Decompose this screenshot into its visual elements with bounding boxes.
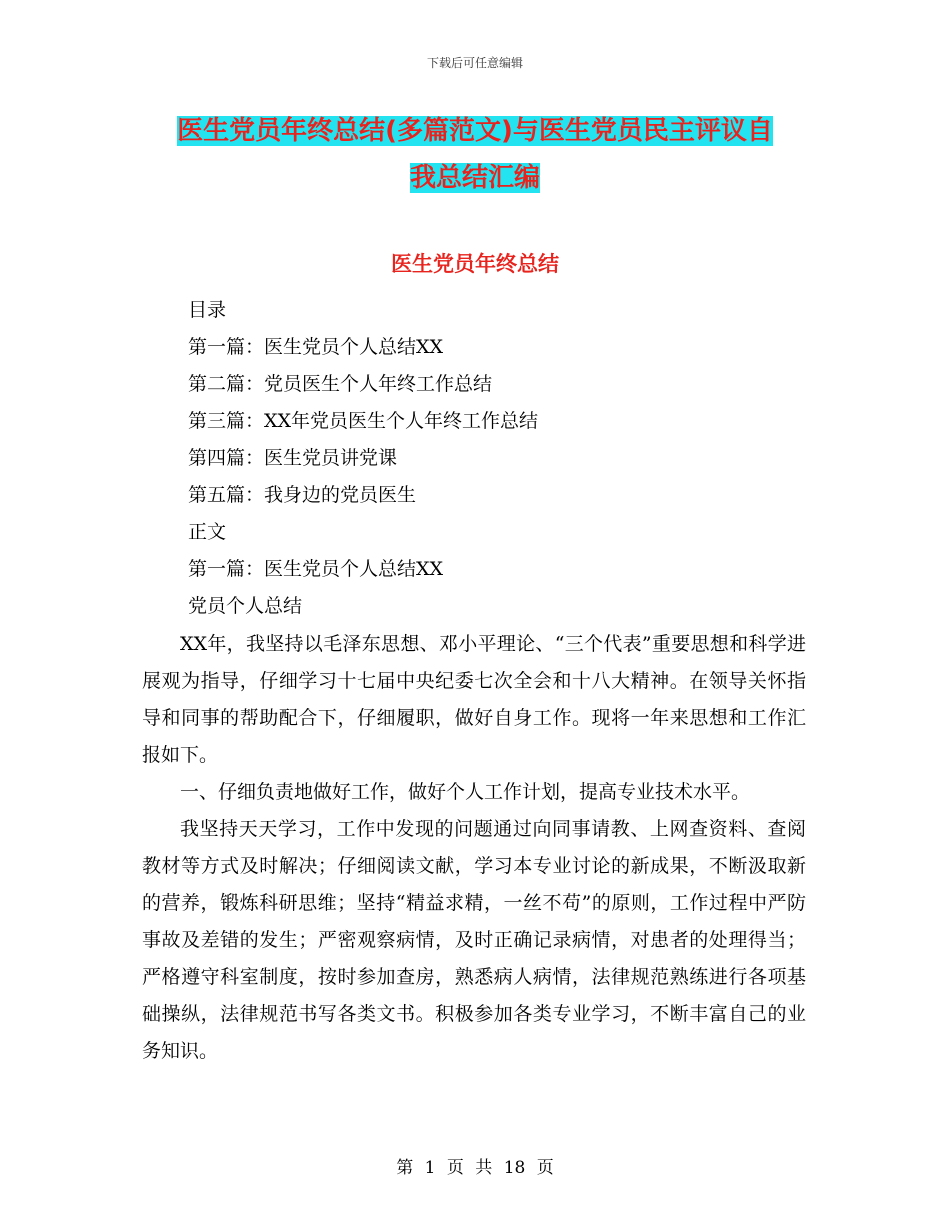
body-paragraph: 一、仔细负责地做好工作，做好个人工作计划，提高专业技术水平。	[180, 781, 751, 803]
body-paragraph: XX年，我坚持以毛泽东思想、邓小平理论、“三个代表”重要思想和科学进展观为指导，仔细学习十七届中央纪委七次全会和十八大精神。在领导关怀指导和同事的帮助配合下，仔细履职，做好自身工作。现将一年来思想和工作汇报如下。	[142, 633, 806, 766]
table-of-contents	[188, 292, 538, 625]
toc-item: 第四篇：医生党员讲党课	[188, 447, 398, 469]
toc-item: 目录	[188, 299, 227, 321]
document-title-line-2: 我总结汇编	[409, 163, 540, 193]
body-text	[142, 626, 806, 1070]
toc-item: 第二篇：党员医生个人年终工作总结	[188, 373, 493, 395]
page-header-note: 下载后可任意编辑	[426, 56, 523, 70]
toc-item: 正文	[188, 521, 227, 543]
document-title-line-1: 医生党员年终总结(多篇范文)与医生党员民主评议自	[177, 116, 773, 146]
toc-item: 党员个人总结	[188, 595, 303, 617]
section-title: 医生党员年终总结	[391, 252, 559, 276]
toc-item: 第一篇：医生党员个人总结XX	[188, 558, 444, 580]
toc-item: 第三篇：XX年党员医生个人年终工作总结	[188, 410, 539, 432]
document-title	[150, 108, 800, 202]
toc-item: 第五篇：我身边的党员医生	[188, 484, 417, 506]
page-footer: 第 1 页 共 18 页	[396, 1158, 554, 1178]
toc-item: 第一篇：医生党员个人总结XX	[188, 336, 444, 358]
body-paragraph: 我坚持天天学习，工作中发现的问题通过向同事请教、上网查资料、查阅教材等方式及时解决；仔细阅读文献，学习本专业讨论的新成果，不断汲取新的营养，锻炼科研思维；坚持“精益求精，一丝不苟”的原则，工作过程中严防事故及差错的发生；严密观察病情，及时正确记录病情，对患者的处理得当；严格遵守科室制度，按时参加查房，熟悉病人病情，法律规范熟练进行各项基础操纵，法律规范书写各类文书。积极参加各类专业学习，不断丰富自己的业务知识。	[142, 818, 806, 1062]
